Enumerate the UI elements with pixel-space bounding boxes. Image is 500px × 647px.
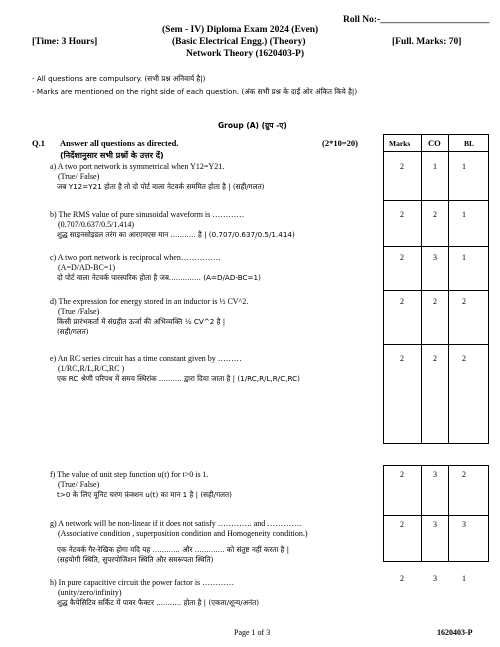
question-e	[50, 354, 360, 384]
question-f-bl: 2	[462, 470, 466, 479]
question-h-marks: 2	[400, 574, 404, 583]
marks-column	[383, 465, 422, 562]
question-a-marks: 2	[400, 162, 404, 171]
paper-code: 1620403-P	[437, 628, 473, 637]
question-c-marks: 2	[400, 253, 404, 262]
question-d-marks: 2	[400, 297, 404, 306]
question-c-text: c) A two port network is reciprocal when……………	[50, 253, 221, 262]
question-a-bl: 1	[462, 162, 466, 171]
question-b-marks: 2	[400, 210, 404, 219]
question-d-text: d) The expression for energy stored in an inductor is ½ CV^2.	[50, 297, 249, 306]
question-number: Q.1	[32, 138, 45, 148]
subject-title: Network Theory (1620403-P)	[186, 49, 305, 59]
question-d-hindi-options: (सही/गलत)	[57, 327, 89, 336]
question-e-text: e) An RC series circuit has a time constant given by ………	[50, 354, 242, 363]
question-f-marks: 2	[400, 470, 404, 479]
question-c-options: (A=D/AD-BC=1)	[58, 263, 116, 272]
question-c	[50, 253, 360, 283]
question-a	[50, 162, 360, 192]
question-b-co: 2	[433, 210, 437, 219]
row-divider	[383, 515, 489, 516]
question-h	[50, 578, 360, 608]
question-f-hindi: t>0 के लिए यूनिट चरण फ़ंक्शन u(t) का मान 1 है | (सही/गलत)	[57, 490, 232, 499]
question-d-co: 2	[433, 297, 437, 306]
question-h-bl: 1	[462, 574, 466, 583]
question-c-bl: 1	[462, 253, 466, 262]
co-header: CO	[428, 138, 441, 148]
question-b-bl: 1	[462, 210, 466, 219]
question-e-hindi: एक RC श्रेणी परिपथ में समय स्थिरांक .......... द्वारा दिया जाता है | (1/RC,R/L,R/C,RC)	[57, 374, 300, 383]
group-heading: Group (A) (ग्रुप -ए)	[218, 121, 287, 130]
question-e-co: 2	[433, 354, 437, 363]
question-f-options: (True/ False)	[58, 480, 100, 489]
question-f	[50, 470, 360, 500]
question-f-co: 3	[433, 470, 437, 479]
bl-header: BL	[464, 139, 475, 148]
question-a-options: (True/ False)	[58, 172, 100, 181]
question-e-bl: 2	[462, 354, 466, 363]
row-divider	[383, 246, 489, 247]
question-title: Answer all questions as directed.	[60, 138, 179, 148]
question-a-hindi: जब Y12=Y21 होता है तो दो पोर्ट वाला नेटवर्क सममित होता है | (सही/गलत)	[57, 182, 265, 191]
question-h-hindi: शुद्ध कैपेसिटिव सर्किट में पावर फैक्टर ........... होता है | (एकता/शून्य/अनंत)	[57, 598, 260, 607]
bl-column	[448, 465, 489, 562]
question-d-hindi: किसी प्रारंभकर्ता में संग्रहीत ऊर्जा की अभिव्यक्ति ½ CV^2 है |	[57, 317, 226, 326]
question-d	[50, 297, 360, 337]
question-h-options: (unity/zero/infinity)	[58, 588, 122, 597]
question-b-options: (0.707/0.637/0.5/1.414)	[58, 220, 134, 229]
question-g-hindi: एक नेटवर्क गैर-रेखिक होगा यदि यह ............ और ............. को संतुष्ट नहीं करता है |	[57, 545, 290, 554]
question-f-text: f) The value of unit step function u(t) for t>0 is 1.	[50, 470, 209, 479]
question-h-co: 3	[433, 574, 437, 583]
marks-header: Marks	[389, 139, 411, 148]
question-c-co: 3	[433, 253, 437, 262]
question-g-bl: 3	[462, 520, 466, 529]
question-d-options: (True /False)	[58, 307, 100, 316]
question-g-marks: 2	[400, 520, 404, 529]
question-a-co: 1	[433, 162, 437, 171]
page-number: Page 1 of 3	[234, 628, 271, 637]
question-e-marks: 2	[400, 354, 404, 363]
question-title-hindi: (निर्देशानुसार सभी प्रश्नों के उत्तर दें)	[60, 151, 164, 160]
question-g-options: (Associative condition , superposition condition and Homogeneity condition.)	[58, 529, 308, 538]
question-g	[50, 519, 360, 565]
question-c-hindi: दो पोर्ट वाला नेटवर्क पारस्परिक होता है जब.............. (A=D/AD-BC=1)	[57, 273, 261, 282]
exam-time: [Time: 3 Hours]	[32, 37, 98, 47]
question-g-hindi-options: (सहयोगी स्थिति, सुपरपोजिशन स्थिति और समरूपता स्थिति)	[57, 555, 214, 564]
question-b-text: b) The RMS value of pure sinusoidal waveform is …………	[50, 210, 245, 219]
question-b-hindi: शुद्ध साइनसोइडल तरंग का आरएमएस मान ........... है | (0.707/0.637/0.5/1.414)	[57, 230, 295, 239]
row-divider	[383, 290, 489, 291]
instruction-compulsory: - All questions are compulsory. (सभी प्रश्न अनिवार्य है|)	[32, 74, 206, 83]
question-e-options: (1/RC,R/L,R/C,RC )	[58, 364, 125, 373]
exam-title: (Sem - IV) Diploma Exam 2024 (Even)	[162, 25, 319, 35]
roll-number: Roll No:-_______________________	[343, 15, 490, 25]
question-g-co: 3	[433, 520, 437, 529]
full-marks: [Full. Marks: 70]	[392, 37, 462, 47]
branch-name: (Basic Electrical Engg.) (Theory)	[172, 37, 306, 47]
question-h-text: h) In pure capacitive circuit the power factor is …………	[50, 578, 235, 587]
question-d-bl: 2	[462, 297, 466, 306]
row-divider	[383, 344, 489, 345]
question-g-text: g) A network will be non-linear if it does not satisfy …………. and ………….	[50, 519, 302, 528]
row-divider	[383, 200, 489, 201]
instruction-marks: - Marks are mentioned on the right side of each question. (अंक सभी प्रश्न के दाईं ओर अंकित किये है|)	[32, 87, 358, 96]
question-b	[50, 210, 360, 240]
question-a-text: a) A two port network is symmetrical when Y12=Y21.	[50, 162, 225, 171]
question-marks: (2*10=20)	[322, 138, 359, 148]
co-column	[421, 465, 449, 562]
